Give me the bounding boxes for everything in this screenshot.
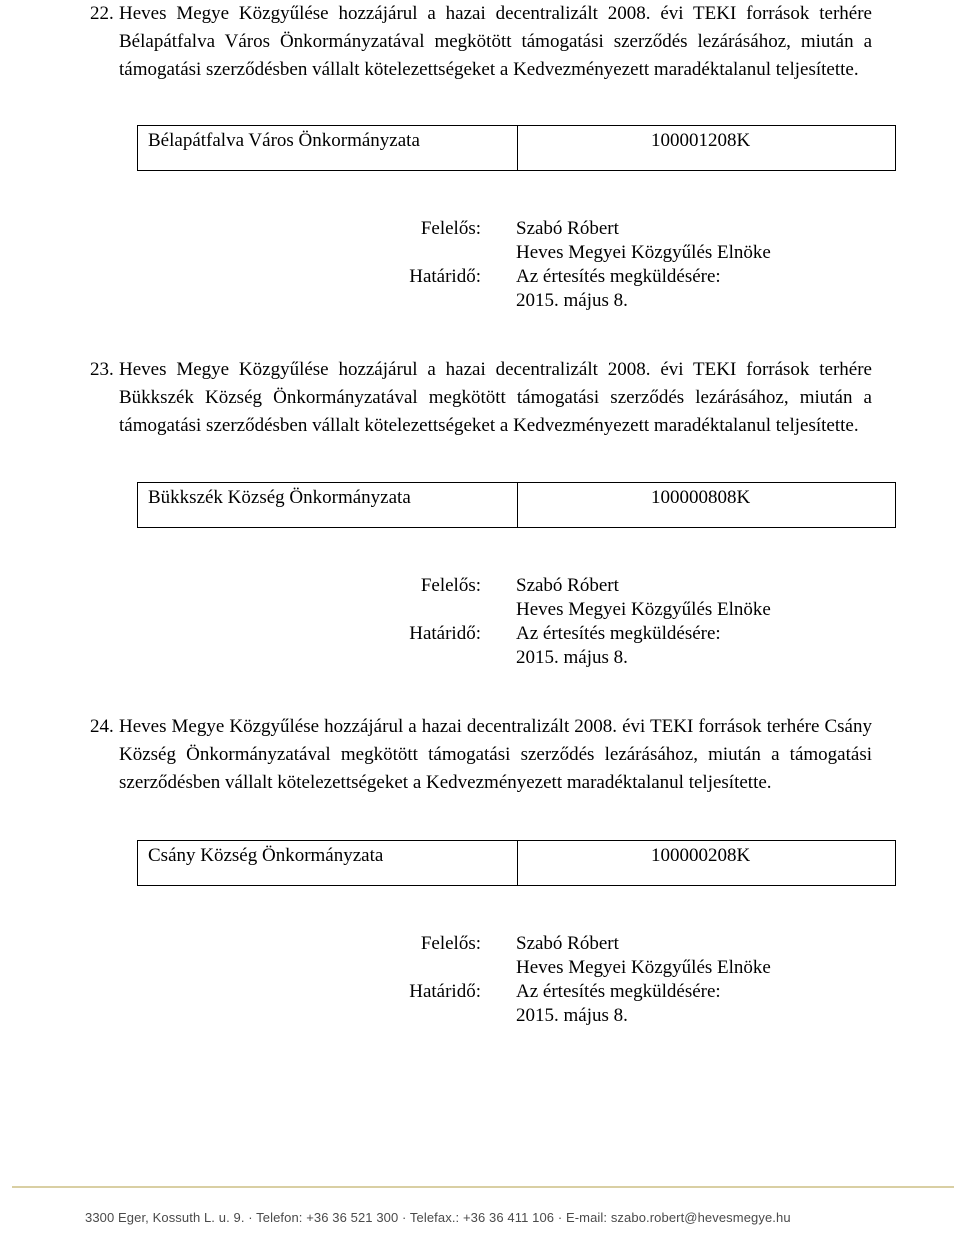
resolution-text [90, 0, 872, 84]
deadline-date: 2015. május 8. [516, 290, 628, 311]
deadline-text: Az értesítés megküldésére: [516, 266, 721, 287]
recipient-name: Bélapátfalva Város Önkormányzata [138, 126, 518, 170]
deadline-label: Határidő: [409, 266, 481, 287]
responsible-name: Szabó Róbert [516, 218, 619, 239]
responsible-label: Felelős: [420, 575, 481, 596]
resolution-number: 23. [90, 359, 114, 380]
recipient-name: Csány Község Önkormányzata [138, 841, 518, 885]
responsible-name: Szabó Róbert [516, 933, 619, 954]
deadline-date: 2015. május 8. [516, 647, 628, 668]
recipient-code: 100000208K [651, 845, 751, 866]
responsible-label: Felelős: [420, 218, 481, 239]
footer-divider [12, 1186, 954, 1188]
recipient-name: Bükkszék Község Önkormányzata [138, 483, 518, 527]
resolution-number: 22. [90, 3, 114, 24]
recipient-code: 100000808K [651, 487, 751, 508]
resolution-item-24 [90, 713, 872, 797]
recipient-table-24 [137, 840, 896, 886]
responsibility-block-22 [380, 217, 820, 313]
resolution-body: Heves Megye Közgyűlése hozzájárul a hazai decentralizált 2008. évi TEKI források terhére Bükkszék Község Önkormányzatával megkötött támogatási szerződés lezárásához, miután a támogatási szerződésben vállalt kötelezettségeket a Kedvezményezett maradéktalanul teljesítette. [119, 359, 872, 436]
resolution-item-22 [90, 0, 872, 84]
resolution-text [90, 356, 872, 440]
deadline-label: Határidő: [409, 981, 481, 1002]
recipient-table-23 [137, 482, 896, 528]
responsible-title: Heves Megyei Közgyűlés Elnöke [516, 599, 771, 620]
responsible-title: Heves Megyei Közgyűlés Elnöke [516, 957, 771, 978]
deadline-text: Az értesítés megküldésére: [516, 623, 721, 644]
resolution-item-23 [90, 356, 872, 440]
deadline-label: Határidő: [409, 623, 481, 644]
recipient-code: 100001208K [651, 130, 751, 151]
responsible-label: Felelős: [420, 933, 481, 954]
responsibility-block-23 [380, 574, 820, 670]
responsible-name: Szabó Róbert [516, 575, 619, 596]
deadline-date: 2015. május 8. [516, 1005, 628, 1026]
resolution-body: Heves Megye Közgyűlése hozzájárul a hazai decentralizált 2008. évi TEKI források terhére Csány Község Önkormányzatával megkötött támogatási szerződés lezárásához, miután a támogatási szerződésben vállalt kötelezettségeket a Kedvezményezett maradéktalanul teljesítette. [119, 716, 872, 793]
recipient-table-22 [137, 125, 896, 171]
resolution-text [90, 713, 872, 797]
responsibility-block-24 [380, 932, 820, 1028]
resolution-number: 24. [90, 716, 114, 737]
resolution-body: Heves Megye Közgyűlése hozzájárul a hazai decentralizált 2008. évi TEKI források terhére Bélapátfalva Város Önkormányzatával megkötött támogatási szerződés lezárásához, miután a támogatási szerződésben vállalt kötelezettségeket a Kedvezményezett maradéktalanul teljesítette. [119, 3, 872, 80]
deadline-text: Az értesítés megküldésére: [516, 981, 721, 1002]
footer-contact: 3300 Eger, Kossuth L. u. 9. · Telefon: +36 36 521 300 · Telefax.: +36 36 411 106 · E-mail: szabo.robert@hevesmegye.hu [85, 1210, 791, 1225]
responsible-title: Heves Megyei Közgyűlés Elnöke [516, 242, 771, 263]
